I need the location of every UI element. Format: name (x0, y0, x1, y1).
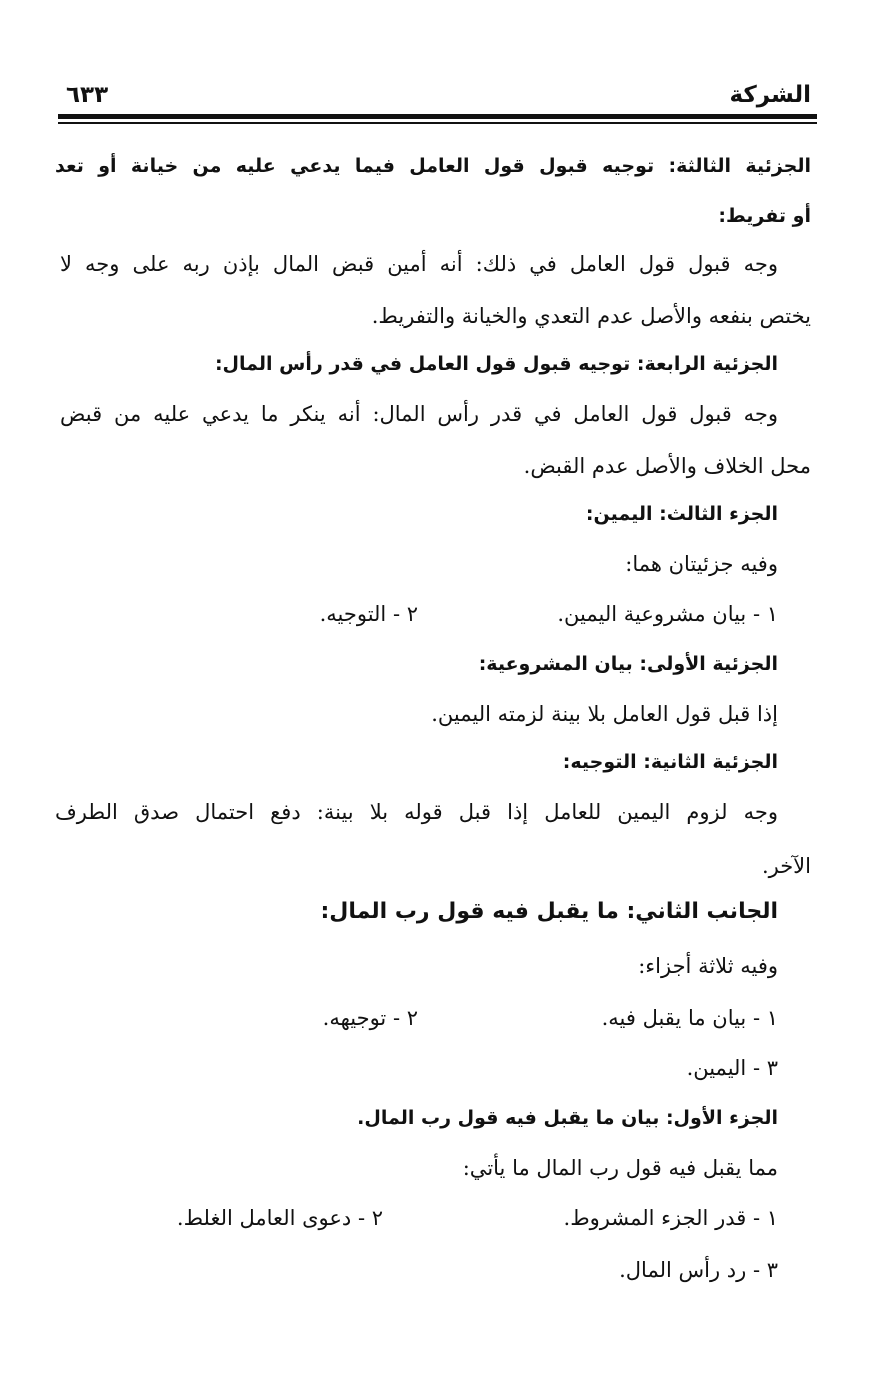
paragraph-line: إذا قبل قول العامل بلا بينة لزمته اليمين. (431, 702, 778, 726)
section-heading-third-part-cont: أو تفريط: (718, 205, 811, 227)
header-rule (58, 114, 817, 119)
section-heading-first-part: الجزئية الأولى: بيان المشروعية: (478, 653, 778, 675)
list-item: ١ - بيان ما يقبل فيه. (601, 1006, 778, 1030)
list-item: ٢ - دعوى العامل الغلط. (176, 1206, 383, 1230)
section-heading-third-part: الجزئية الثالثة: توجيه قبول قول العامل فيما يدعي عليه من خيانة أو تعد (55, 155, 811, 177)
header-rule-thin (58, 122, 817, 124)
list-item: ٣ - اليمين. (686, 1056, 778, 1080)
paragraph-line: الآخر. (761, 854, 811, 878)
paragraph-line: يختص بنفعه والأصل عدم التعدي والخيانة والتفريط. (371, 304, 811, 328)
section-heading-third-section: الجزء الثالث: اليمين: (585, 503, 778, 525)
list-item: ١ - بيان مشروعية اليمين. (557, 602, 778, 626)
paragraph-line: وجه لزوم اليمين للعامل إذا قبل قوله بلا بينة: دفع احتمال صدق الطرف (55, 800, 778, 824)
paragraph-line: محل الخلاف والأصل عدم القبض. (523, 454, 811, 478)
paragraph-line: وجه قبول قول العامل في قدر رأس المال: أنه ينكر ما يدعي عليه من قبض (60, 402, 778, 426)
section-heading-fourth-part: الجزئية الرابعة: توجيه قبول قول العامل في قدر رأس المال: (214, 353, 778, 375)
paragraph-line: مما يقبل فيه قول رب المال ما يأتي: (462, 1156, 778, 1180)
list-item: ٢ - توجيهه. (322, 1006, 418, 1030)
section-heading-second-side: الجانب الثاني: ما يقبل فيه قول رب المال: (320, 899, 778, 924)
section-heading-second-part: الجزئية الثانية: التوجيه: (562, 751, 778, 773)
running-header-title: الشركة (729, 82, 811, 108)
list-item: ١ - قدر الجزء المشروط. (563, 1206, 778, 1230)
paragraph-line: وفيه ثلاثة أجزاء: (638, 954, 778, 978)
paragraph-line: وفيه جزئيتان هما: (625, 552, 778, 576)
page-number: ٦٣٣ (66, 82, 109, 108)
list-item: ٢ - التوجيه. (319, 602, 418, 626)
paragraph-line: وجه قبول قول العامل في ذلك: أنه أمين قبض المال بإذن ربه على وجه لا (60, 252, 778, 276)
section-heading-first-section: الجزء الأول: بيان ما يقبل فيه قول رب المال. (357, 1107, 778, 1129)
list-item: ٣ - رد رأس المال. (619, 1258, 778, 1282)
